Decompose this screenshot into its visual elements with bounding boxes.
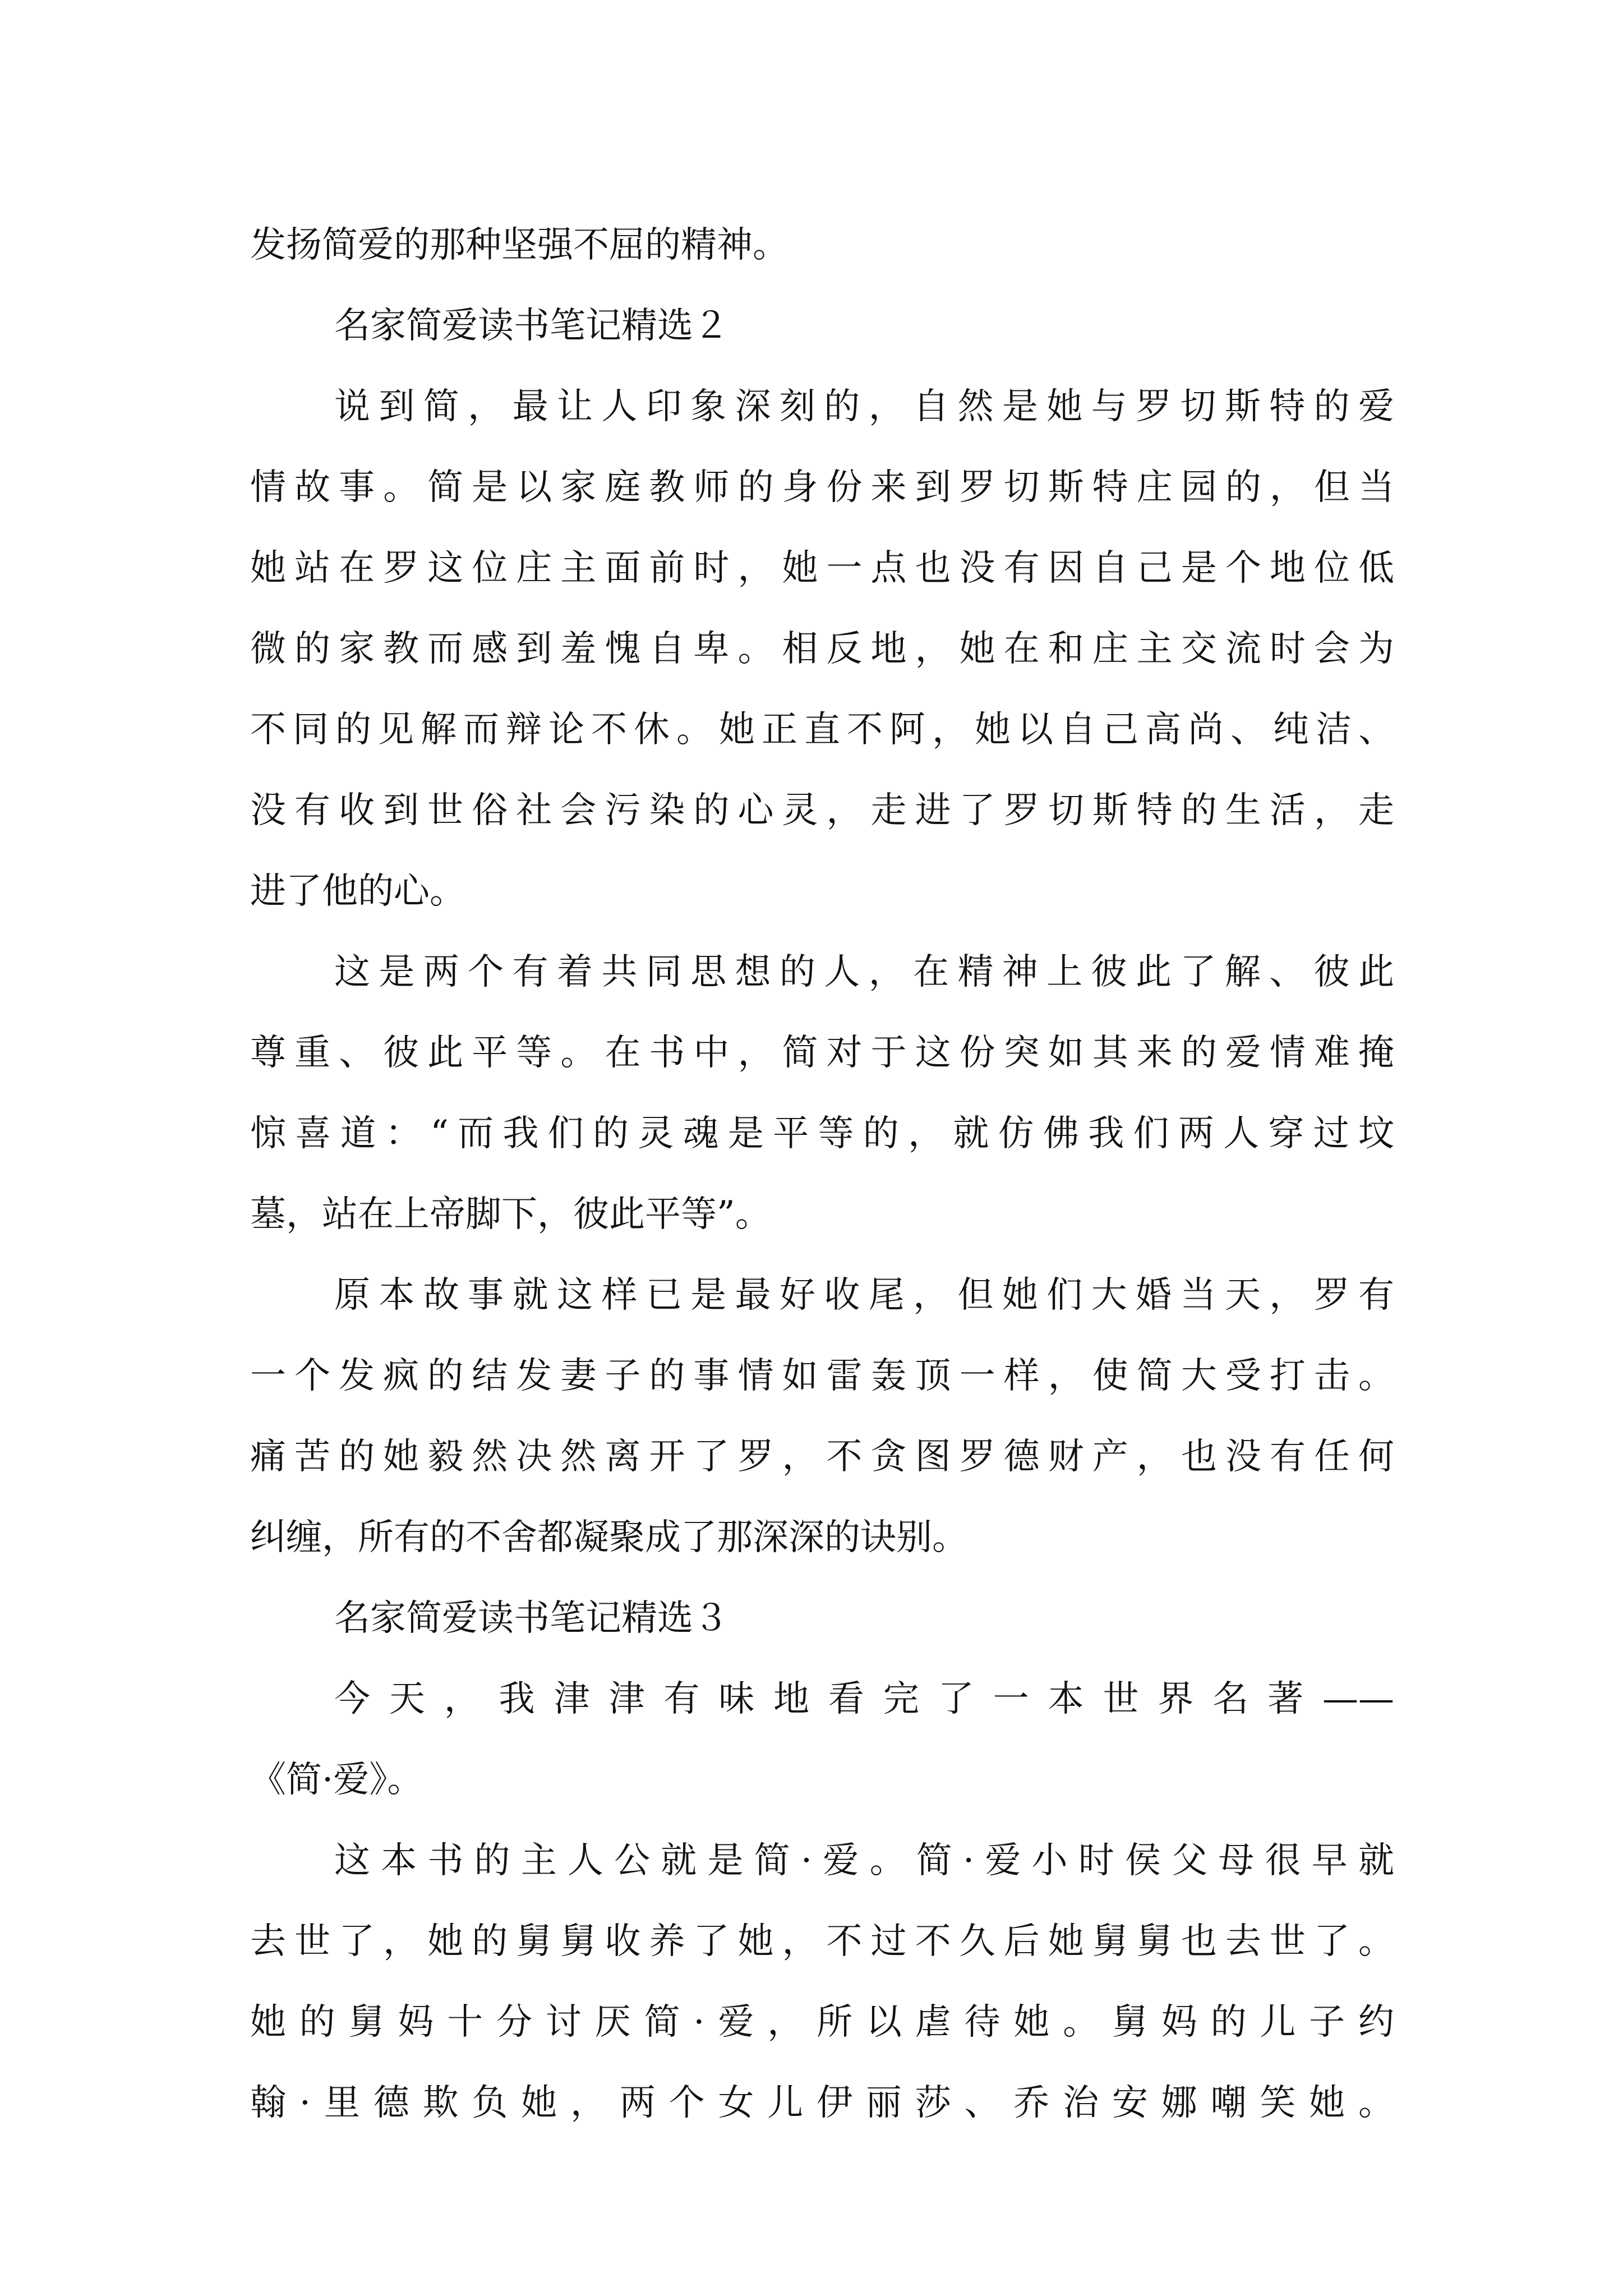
paragraph-line: 进了他的心。 bbox=[250, 871, 465, 912]
paragraph-line: 尊重、彼此平等。在书中，简对于这份突如其来的爱情难掩 bbox=[250, 1032, 1394, 1074]
section-heading: 名家简爱读书笔记精选３ bbox=[334, 1598, 729, 1639]
paragraph-line: 墓，站在上帝脚下，彼此平等”。 bbox=[250, 1194, 771, 1235]
paragraph-line: 纠缠，所有的不舍都凝聚成了那深深的诀别。 bbox=[250, 1517, 968, 1558]
paragraph-line: 这本书的主人公就是简·爱。简·爱小时侯父母很早就 bbox=[334, 1840, 1394, 1881]
paragraph-line: 痛苦的她毅然决然离开了罗，不贪图罗德财产，也没有任何 bbox=[250, 1436, 1394, 1478]
paragraph-line: 翰·里德欺负她，两个女儿伊丽莎、乔治安娜嘲笑她。 bbox=[250, 2082, 1394, 2124]
paragraph-line: 她站在罗这位庄主面前时，她一点也没有因自己是个地位低 bbox=[250, 547, 1394, 589]
paragraph-line: 今天，我津津有味地看完了一本世界名著—— bbox=[334, 1678, 1394, 1720]
paragraph-line: 去世了，她的舅舅收养了她，不过不久后她舅舅也去世了。 bbox=[250, 1921, 1394, 1962]
paragraph-line: 说到简，最让人印象深刻的，自然是她与罗切斯特的爱 bbox=[334, 386, 1394, 427]
paragraph-line: 《简·爱》。 bbox=[250, 1759, 423, 1801]
paragraph-line: 没有收到世俗社会污染的心灵，走进了罗切斯特的生活，走 bbox=[250, 790, 1394, 831]
section-heading: 名家简爱读书笔记精选２ bbox=[334, 305, 729, 347]
paragraph-line: 一个发疯的结发妻子的事情如雷轰顶一样，使简大受打击。 bbox=[250, 1355, 1394, 1397]
paragraph-line: 她的舅妈十分讨厌简·爱，所以虐待她。舅妈的儿子约 bbox=[250, 2001, 1394, 2043]
paragraph-line: 微的家教而感到羞愧自卑。相反地，她在和庄主交流时会为 bbox=[250, 628, 1394, 670]
paragraph-line: 不同的见解而辩论不休。她正直不阿，她以自己高尚、纯洁、 bbox=[250, 709, 1394, 751]
paragraph-line: 发扬简爱的那种坚强不屈的精神。 bbox=[250, 224, 789, 266]
body-text bbox=[250, 205, 1394, 2143]
paragraph-line: 这是两个有着共同思想的人，在精神上彼此了解、彼此 bbox=[334, 951, 1394, 993]
paragraph-line: 情故事。简是以家庭教师的身份来到罗切斯特庄园的，但当 bbox=[250, 467, 1394, 508]
paragraph-line: 惊喜道：“而我们的灵魂是平等的，就仿佛我们两人穿过坟 bbox=[250, 1113, 1394, 1154]
paragraph-line: 原本故事就这样已是最好收尾，但她们大婚当天，罗有 bbox=[334, 1274, 1394, 1316]
